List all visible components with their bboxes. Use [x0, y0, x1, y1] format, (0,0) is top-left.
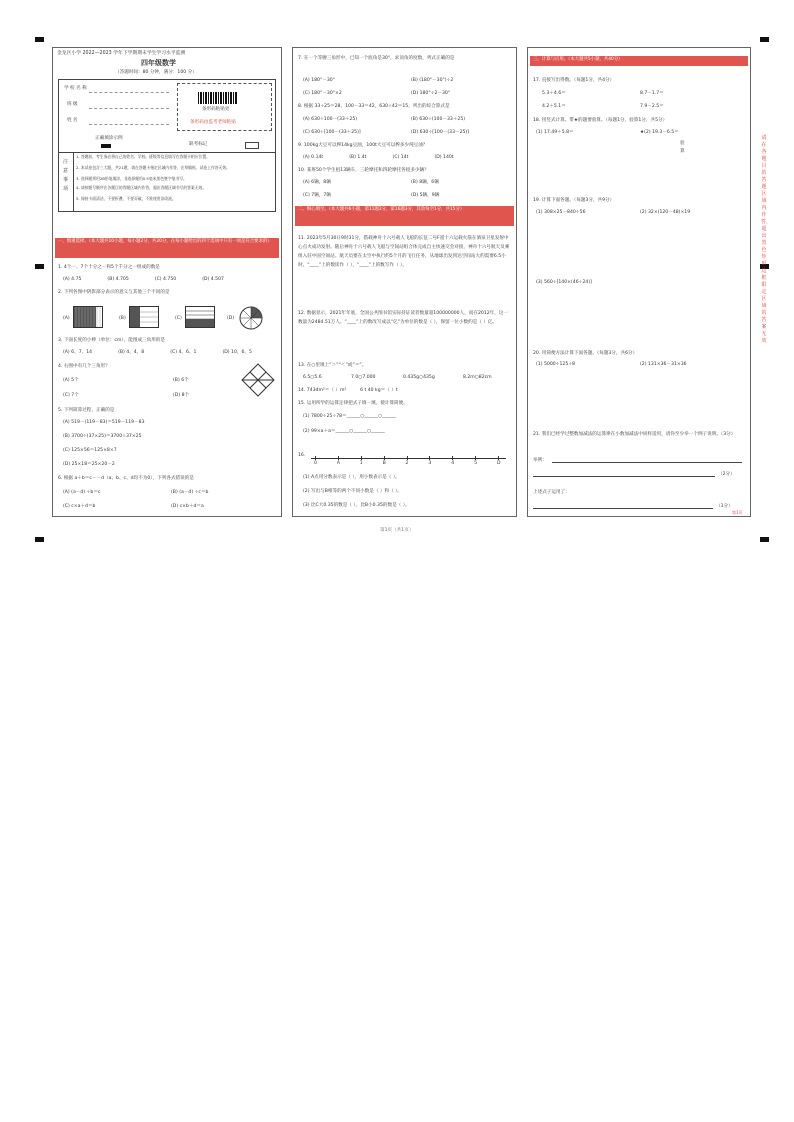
answer-column-2 [292, 47, 517, 517]
q19-text: 19. 计算下面各题。（每题3分，共9分） [533, 198, 615, 203]
registration-mark [35, 37, 44, 42]
q2-figure-a [73, 306, 103, 328]
number-line-label: 1 [359, 461, 363, 466]
q18-check-label: 验算 [680, 141, 685, 154]
q18-text: 18. 用竖式计算。带★的题要验算。（每题1分，验算1分，共5分） [533, 118, 668, 123]
number-line-tick [429, 456, 430, 460]
q3-option-b[interactable]: (B) 4、4、8 [118, 350, 145, 355]
class-label: 班 级 [67, 102, 78, 107]
number-line-label: 2 [405, 461, 409, 466]
q3-text: 3. 下面长度的小棒（单位：cm），能围成三角形的是 [58, 338, 166, 343]
barcode [198, 92, 238, 104]
note-4: 4. 请按题号顺序在各题目的答题区域内作答，超出答题区域书写的答案无效。 [76, 185, 207, 190]
q9-option-b[interactable]: (B) 1.4t [349, 155, 367, 160]
q15-a[interactable]: (1) 7800÷25÷78＝______○______○______ [303, 414, 397, 419]
note-2: 2. 本试卷包含三大题，共21题，请在答题卡指定区域内作答，在草稿纸、试卷上作答无效。 [76, 165, 230, 170]
q5-option-a[interactable]: (A) 519－(119－83)＝519－119－83 [63, 420, 145, 425]
q2-option-d[interactable]: (D) [227, 316, 235, 321]
q3-option-c[interactable]: (C) 4、6、1 [170, 350, 197, 355]
q5-option-d[interactable]: (D) 25×18＝25×20－2 [63, 462, 115, 467]
page-tag: 第1页 [732, 510, 743, 515]
q6-text: 6. 根据 a＋b＝c－－d（a、b、c、d均不为0），下列各式错误的是 [58, 476, 194, 481]
q5-option-c[interactable]: (C) 125×56＝125×8×7 [63, 448, 117, 453]
q16-label: 16. [298, 453, 306, 458]
q7-option-a[interactable]: (A) 180°－30° [303, 78, 335, 83]
q7-option-d[interactable]: (D) 180°÷2－30° [411, 91, 451, 96]
q21-example-line-1[interactable] [552, 462, 742, 463]
number-line-label: B [382, 461, 386, 466]
q2-text: 2. 下列各图中阴影部分表示的意义与其他三个不同的是 [58, 290, 170, 295]
answer-column-3 [527, 47, 751, 517]
q9-options [303, 155, 480, 160]
q4-option-c[interactable]: (C) 7个 [63, 393, 79, 398]
number-line-tick [475, 456, 476, 460]
q11-text: 11. 2023年5月30日9时31分，搭载神舟十六号载人飞船的长征二号F遥十六运载火箭在酒泉卫星发射中心点火成功发射。随后神舟十六号载人飞船与空间站组合体完成自主快速交会对接，神舟十六号航天员乘组入驻中国空间站。航天员要在太空中执行约5个月的飞行任务，从地球出发到达空间站大约需要6.5小时，“____”上的数读作（ ），“____”上的数写作（ ）。 [298, 236, 510, 268]
q21-law-label: 上述式子运用了： [533, 490, 570, 495]
section2-header: 二、细心填空。（本大题共6小题，第11题2分，第16题3分，其余每空1分，共15分） [295, 206, 514, 226]
q10-option-a[interactable]: (A) 6辆，8辆 [303, 180, 331, 185]
q13-item-4[interactable]: 8.2m○82cm [463, 375, 492, 380]
q6-option-d[interactable]: (D) c×b＋d＝a [171, 504, 204, 509]
number-line-tick [315, 456, 316, 460]
section3-header: 三、计算与应用。（本大题共5小题，共40分） [530, 56, 748, 66]
q2-figure-b [129, 306, 159, 328]
q13-text: 13. 在○里填上“＞”“＜”或“＝”。 [298, 363, 367, 368]
q9-option-d[interactable]: (D) 140t [434, 155, 454, 160]
note-5: 5. 保持卡面清洁，不要折叠、不要弄破，不准使用涂改液。 [76, 196, 176, 201]
absent-checkbox[interactable] [245, 142, 259, 149]
q12-text: 12. 数据显示，2021年年底，全国公共图书馆实际持证读者数量超100000000人，而在2012年，这一数量为2484.51万人。“____”上的数改写成以“亿”为单位的数是（ ），保留一位小数约是（ ）亿。 [298, 311, 509, 325]
q4-triangle-figure [241, 363, 275, 397]
note-3: 3. 选择题须用2B铅笔填涂，非选择题用0.5毫米黑色签字笔书写。 [76, 176, 187, 181]
section1-header: 一、慎重选择。（本大题共10小题，每小题2分，共20分，在每小题给出的四个选项中只有一项是符合要求的） [55, 238, 279, 258]
q1-option-b[interactable]: (B) 4.705 [107, 277, 129, 282]
number-line [311, 458, 506, 459]
fill-example-label: 正确填涂示例 [95, 136, 123, 141]
time-info: （答题时间：80 分钟，满分：100 分） [115, 70, 197, 75]
number-line-tick [361, 456, 362, 460]
q2-figure-c [185, 306, 215, 328]
q9-option-a[interactable]: (A) 0.14t [303, 155, 324, 160]
number-line-tick [452, 456, 453, 460]
q17-text: 17. 直接写出得数。（每题1分，共4分） [533, 78, 615, 83]
registration-mark [35, 264, 44, 269]
q4-option-a[interactable]: (A) 5个 [63, 378, 79, 383]
q3-options [63, 350, 278, 355]
school-label: 学 校 名 称 [64, 86, 87, 91]
q9-text: 9. 100kg大豆可以榨14kg豆油，100t大豆可以榨多少吨豆油？ [298, 143, 428, 148]
q13-item-3[interactable]: 0.435g○435g [403, 375, 435, 380]
number-line-label: 0 [314, 461, 317, 466]
absent-label: 缺考标记 [189, 142, 208, 147]
q18-item-2[interactable]: ★(2) 19.3－6.5＝ [640, 130, 679, 135]
q4-option-b[interactable]: (B) 6个 [173, 378, 189, 383]
q13-item-2[interactable]: 7.0○7.000 [351, 375, 376, 380]
q19-item-2[interactable]: (2) 32×(120－48)×19 [640, 210, 691, 215]
q10-text: 10. 某班50个学生租13辆车，三轮摩托和四轮摩托各租多少辆？ [298, 168, 429, 173]
q2-option-b[interactable]: (B) [119, 316, 126, 321]
q21-text: 21. 我们已经学过整数加减法的运算律在小数加减法中同样适用，请你至少举一个例子说明。（3分） [533, 432, 736, 437]
notes-label: 注意事项 [63, 159, 69, 192]
student-info-box [58, 79, 276, 212]
q17-item-3[interactable]: 4.2＋5.1＝ [542, 104, 566, 109]
q1-options [63, 277, 250, 282]
q20-item-2[interactable]: (2) 131×36－31×36 [640, 362, 687, 367]
q15-text: 15. 运用所学的运算定律把式子填一填，使计算简便。 [298, 401, 408, 406]
q8-option-c[interactable]: (C) 630÷[100－(33＋25)] [303, 130, 361, 135]
q14-text: 14. 743dm²＝（ ）m² 6 t 40 kg＝（ ）t [298, 388, 398, 393]
q3-option-d[interactable]: (D) 10、6、5 [222, 350, 252, 355]
q3-option-a[interactable]: (A) 6、7、14 [63, 350, 93, 355]
number-line-label: A [336, 461, 341, 466]
q7-text: 7. 在一个等腰三角形中，已知一个底角是30°，求顶角的度数，列式正确的是 [298, 56, 455, 61]
side-note: 请在各题目的答题区域内作答，超出黑色矩形边框限定区域的答案无效 [761, 135, 772, 344]
q2-figure-d [239, 306, 263, 330]
note-1: 1. 答题前，考生务必将自己的姓名、学校、班级等信息填写在答题卡相应位置。 [76, 154, 210, 159]
barcode-area [177, 83, 272, 131]
name-label: 姓 名 [67, 118, 78, 123]
q7-option-c[interactable]: (C) 180°－30°×2 [303, 91, 342, 96]
q9-option-c[interactable]: (C) 14t [392, 155, 409, 160]
number-line-tick [338, 456, 339, 460]
q17-item-1[interactable]: 5.3＋4.6＝ [542, 91, 566, 96]
q6-option-b[interactable]: (B) (a－d) ÷c＝b [171, 490, 209, 495]
q4-option-d[interactable]: (D) 8个 [173, 393, 190, 398]
number-line-label: D [497, 461, 501, 466]
q21-example-line-2[interactable] [533, 476, 715, 477]
q21-law-line[interactable] [533, 508, 713, 509]
barcode-note: 条形码由监考老师粘贴 [190, 120, 236, 125]
q21-score-2: （1分） [716, 504, 733, 509]
q8-option-b[interactable]: (B) 630÷(100－33＋25) [411, 117, 466, 122]
number-line-label: 3 [428, 461, 432, 466]
registration-mark [760, 537, 769, 542]
q13-item-1[interactable]: 6.5○5.6 [303, 375, 322, 380]
q18-item-1[interactable]: (1) 17.49＋5.8＝ [536, 130, 574, 135]
number-line-tick [384, 456, 385, 460]
q19-item-3[interactable]: (3) 560÷[140×(46÷24)] [536, 280, 592, 285]
q8-option-a[interactable]: (A) 630÷100－(33＋25) [303, 117, 358, 122]
barcode-label: 条形码粘贴处 [202, 107, 230, 112]
q1-option-c[interactable]: (C) 4.750 [154, 277, 177, 282]
q6-option-c[interactable]: (C) c×a＋d＝b [63, 504, 96, 509]
q5-option-b[interactable]: (B) 3700÷(37×25)＝3700÷37×25 [63, 434, 142, 439]
fill-example-mark [101, 144, 111, 148]
q10-option-d[interactable]: (D) 5辆，9辆 [411, 193, 440, 198]
subject-title: 四年级数学 [141, 59, 176, 67]
number-line-tick [498, 456, 499, 460]
q2-option-a[interactable]: (A) [63, 316, 70, 321]
q16-a[interactable]: (1) A点用分数表示是（ ），用小数表示是（ ）。 [303, 475, 400, 480]
q17-item-2[interactable]: 8.7－1.7＝ [640, 91, 664, 96]
q5-text: 5. 下列简算过程，正确的是 [58, 408, 115, 413]
q10-option-b[interactable]: (B) 8辆，6辆 [411, 180, 439, 185]
q1-text: 1. 4个一、7个十分之一和5个千分之一组成的数是 [58, 265, 160, 270]
q10-option-c[interactable]: (C) 7辆，7辆 [303, 193, 331, 198]
number-line-label: 4 [451, 461, 455, 466]
registration-mark [760, 37, 769, 42]
registration-mark [35, 537, 44, 542]
q16-c[interactable]: (3) 比C大0.35的数是（ ），比B小0.35的数是（ ）。 [303, 503, 410, 508]
q4-text: 4. 右图中有几个三角形？ [58, 364, 110, 369]
number-line-label: 5 [474, 461, 478, 466]
exam-title: 金龙区小学 2022—2023 学年下学期期末学生学习水平监测 [57, 51, 186, 56]
q19-item-1[interactable]: (1) 308×25－840÷56 [536, 210, 586, 215]
answer-column-1 [52, 47, 282, 517]
page-footer: 第1页（共1页） [380, 528, 414, 533]
q6-option-a[interactable]: (A) (a－d) ÷b＝c [63, 490, 101, 495]
q1-option-a[interactable]: (A) 4.75 [63, 277, 82, 282]
q8-text: 8. 根据 33÷25＝28，100－33＝42，630÷42＝15，列出的综合算式是 [298, 104, 450, 109]
number-line-tick [407, 456, 408, 460]
q17-item-4[interactable]: 7.9－2.5＝ [640, 104, 664, 109]
q20-text: 20. 用简便方法计算下面各题。（每题3分，共6分） [533, 351, 638, 356]
q7-option-b[interactable]: (B) (180°－30°)÷2 [411, 78, 454, 83]
q16-b[interactable]: (2) 写出与B相等的两个不同小数是（ ）和（ ）。 [303, 489, 403, 494]
q8-option-d[interactable]: (D) 630÷[100－(33－25)] [411, 130, 470, 135]
q1-option-d[interactable]: (D) 4.507 [202, 277, 224, 282]
q21-score-1: （2分） [718, 472, 735, 477]
q2-option-c[interactable]: (C) [175, 316, 182, 321]
q15-b[interactable]: (2) 99×a＋a＝______○______○______ [303, 429, 385, 434]
q20-item-1[interactable]: (1) 5000÷125÷8 [536, 362, 576, 367]
q21-example-label: 举例： [533, 458, 547, 463]
